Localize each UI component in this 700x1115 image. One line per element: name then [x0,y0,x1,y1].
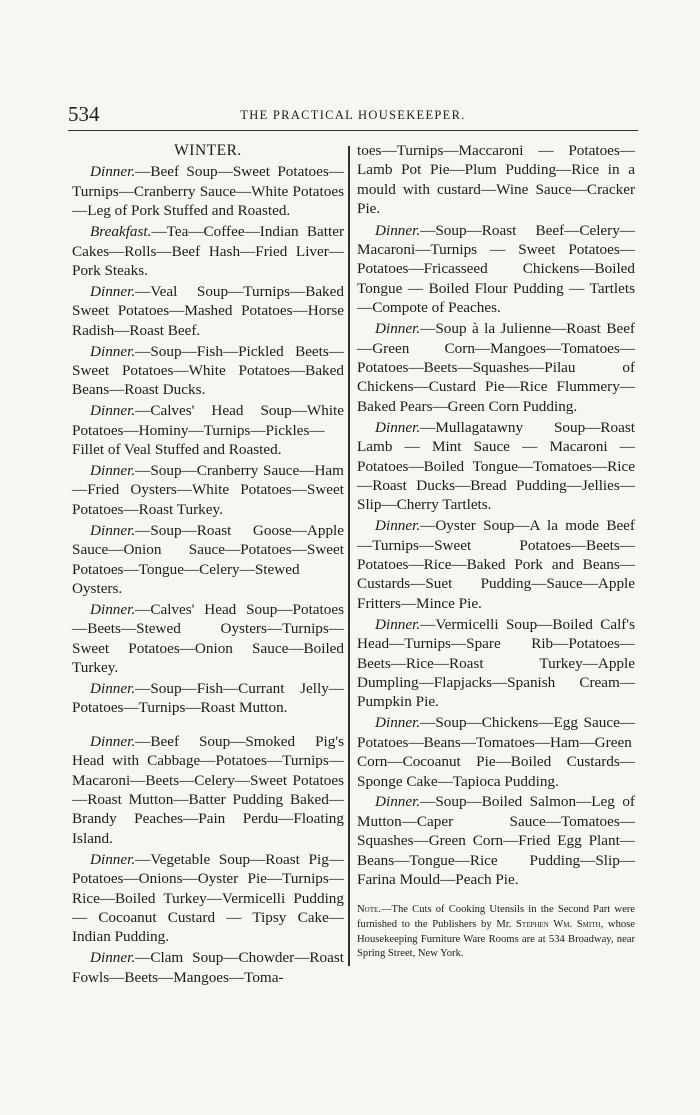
meal-label: Dinner. [90,462,136,479]
menu-entry [72,850,344,947]
menu-entry [357,516,635,613]
continued-menu-text: toes—Turnips—Maccaroni — Potatoes—Lamb Pot Pie—Plum Pudding—Rice in a mould with custard—Wine Sauce—Cracker Pie. [357,142,635,218]
menu-dishes: —Calves' Head Soup—Potatoes—Beets—Stewed Oysters—Turnips—Sweet Potatoes—Onion Sauce—Boiled Turkey. [72,600,344,677]
menu-entry [357,319,635,416]
note-text-1: —The Cuts of Cooking Utensils in the Second Part were furnished to the Publishers by Mr. [357,904,635,931]
menu-entry [72,282,344,340]
menu-dishes: —Soup—Boiled Salmon—Leg of Mutton—Caper Sauce—Tomatoes—Squashes—Green Corn—Fried Egg Plant—Beans—Tongue—Rice Pudding—Slip—Farina Mould—Peach Pie. [357,793,635,889]
meal-label: Dinner. [90,282,136,300]
meal-label: Dinner. [90,521,136,539]
menu-dishes: —Beef Soup—Smoked Pig's Head with Cabbage—Potatoes—Turnips—Macaroni—Beets—Celery—Sweet Potatoes—Roast Mutton—Batter Pudding Baked—Brandy Peaches—Pain Perdu—Floating Island. [72,732,344,847]
meal-label: Dinner. [375,793,421,811]
meal-label: Dinner. [375,615,421,633]
meal-label: Dinner. [90,600,136,618]
meal-label: Dinner. [375,418,421,436]
meal-label: Dinner. [375,517,421,535]
menu-dishes: —Soup—Roast Goose—Apple Sauce—Onion Sauce—Potatoes—Sweet Potatoes—Tongue—Celery—Stewed Oysters. [72,521,344,597]
menu-dishes: —Beef Soup—Sweet Potatoes—Turnips—Cranberry Sauce—White Potatoes—Leg of Pork Stuffed and Roasted. [72,163,344,220]
meal-label: Dinner. [375,320,421,338]
right-menu-list [357,221,635,890]
menu-entry [357,792,635,889]
note-name: Stephen Wm. Smith, [516,919,604,931]
menu-dishes: —Soup—Fish—Pickled Beets—Sweet Potatoes—White Potatoes—Baked Beans—Roast Ducks. [72,342,344,399]
left-column [72,141,344,989]
meal-label: Dinner. [90,402,136,420]
menu-dishes: —Soup—Chickens—Egg Sauce—Potatoes—Beans—Tomatoes—Ham—Green Corn—Cocoanut Pie—Boiled Custards—Sponge Cake—Tapioca Pudding. [357,714,635,790]
menu-entry [72,222,344,280]
running-head: THE PRACTICAL HOUSEKEEPER. [240,108,466,122]
menu-entry [72,948,344,987]
meal-label: Dinner. [90,949,136,967]
meal-label: Dinner. [90,163,136,181]
menu-dishes: —Veal Soup—Turnips—Baked Sweet Potatoes—Mashed Potatoes—Horse Radish—Roast Beef. [72,282,344,339]
page-number: 534 [68,102,100,126]
menu-dishes: —Soup à la Julienne—Roast Beef—Green Corn—Mangoes—Tomatoes—Potatoes—Beets—Squashes—Pilau of Chickens—Custard Pie—Rice Flummery—Baked Pears—Green Corn Pudding. [357,320,635,415]
section-title: WINTER. [174,142,242,159]
meal-label: Dinner. [90,732,136,750]
menu-entry [72,461,344,519]
publisher-note [357,903,635,961]
menu-dishes: —Vermicelli Soup—Boiled Calf's Head—Turnips—Spare Rib—Potatoes—Beets—Rice—Roast Turkey—Apple Dumpling—Flapjacks—Spanish Cream—Pumpkin Pie. [357,615,635,711]
menu-entry [357,713,635,791]
meal-label: Breakfast. [90,223,152,241]
left-menu-list [72,162,344,987]
menu-entry [72,162,344,220]
note-lead: Note. [357,904,381,916]
menu-dishes: —Oyster Soup—A la mode Beef—Turnips—Sweet Potatoes—Beets—Potatoes—Rice—Baked Pork and Beans—Custards—Suet Pudding—Sauce—Apple Fritters—Mince Pie. [357,517,635,612]
meal-label: Dinner. [375,221,421,239]
right-column [357,141,635,962]
meal-label: Dinner. [90,679,136,697]
menu-entry [72,342,344,400]
menu-entry [357,615,635,712]
menu-entry [72,521,344,599]
meal-label: Dinner. [90,850,136,868]
menu-dishes: —Vegetable Soup—Roast Pig—Potatoes—Onions—Oyster Pie—Turnips—Rice—Boiled Turkey—Vermicelli Pudding — Cocoanut Custard — Tipsy Cake—Indian Pudding. [72,850,344,946]
menu-dishes: —Soup—Roast Beef—Celery—Macaroni—Turnips — Sweet Potatoes—Potatoes—Fricasseed Chickens—Boiled Tongue — Boiled Flour Pudding — Tartlets—Compote of Peaches. [357,221,635,317]
menu-dishes: —Mullagatawny Soup—Roast Lamb — Mint Sauce — Macaroni — Potatoes—Boiled Tongue—Tomatoes—Rice—Roast Ducks—Bread Pudding—Jellies—Slip—Cherry Tartlets. [357,418,635,514]
page-header [68,100,638,131]
menu-dishes: —Soup—Cranberry Sauce—Ham—Fried Oysters—White Potatoes—Sweet Potatoes—Roast Turkey. [72,462,344,518]
menu-entry [72,679,344,718]
meal-label: Dinner. [375,714,421,732]
column-divider [348,146,350,966]
menu-dishes: —Soup—Fish—Currant Jelly—Potatoes—Turnips—Roast Mutton. [72,679,344,717]
menu-entry [357,418,635,515]
menu-entry [357,221,635,318]
menu-entry [72,732,344,848]
note-text-2: whose Housekeeping Furniture Ware Rooms are at 534 Broadway, near Spring Street, New York. [357,919,635,960]
menu-dishes: —Calves' Head Soup—White Potatoes—Hominy—Turnips—Pickles—Fillet of Veal Stuffed and Roasted. [72,402,344,459]
menu-dishes: —Tea—Coffee—Indian Batter Cakes—Rolls—Beef Hash—Fried Liver—Pork Steaks. [72,223,344,279]
menu-entry [72,401,344,459]
menu-entry [72,600,344,678]
menu-dishes: —Clam Soup—Chowder—Roast Fowls—Beets—Mangoes—Toma- [72,949,344,986]
meal-label: Dinner. [90,342,136,360]
